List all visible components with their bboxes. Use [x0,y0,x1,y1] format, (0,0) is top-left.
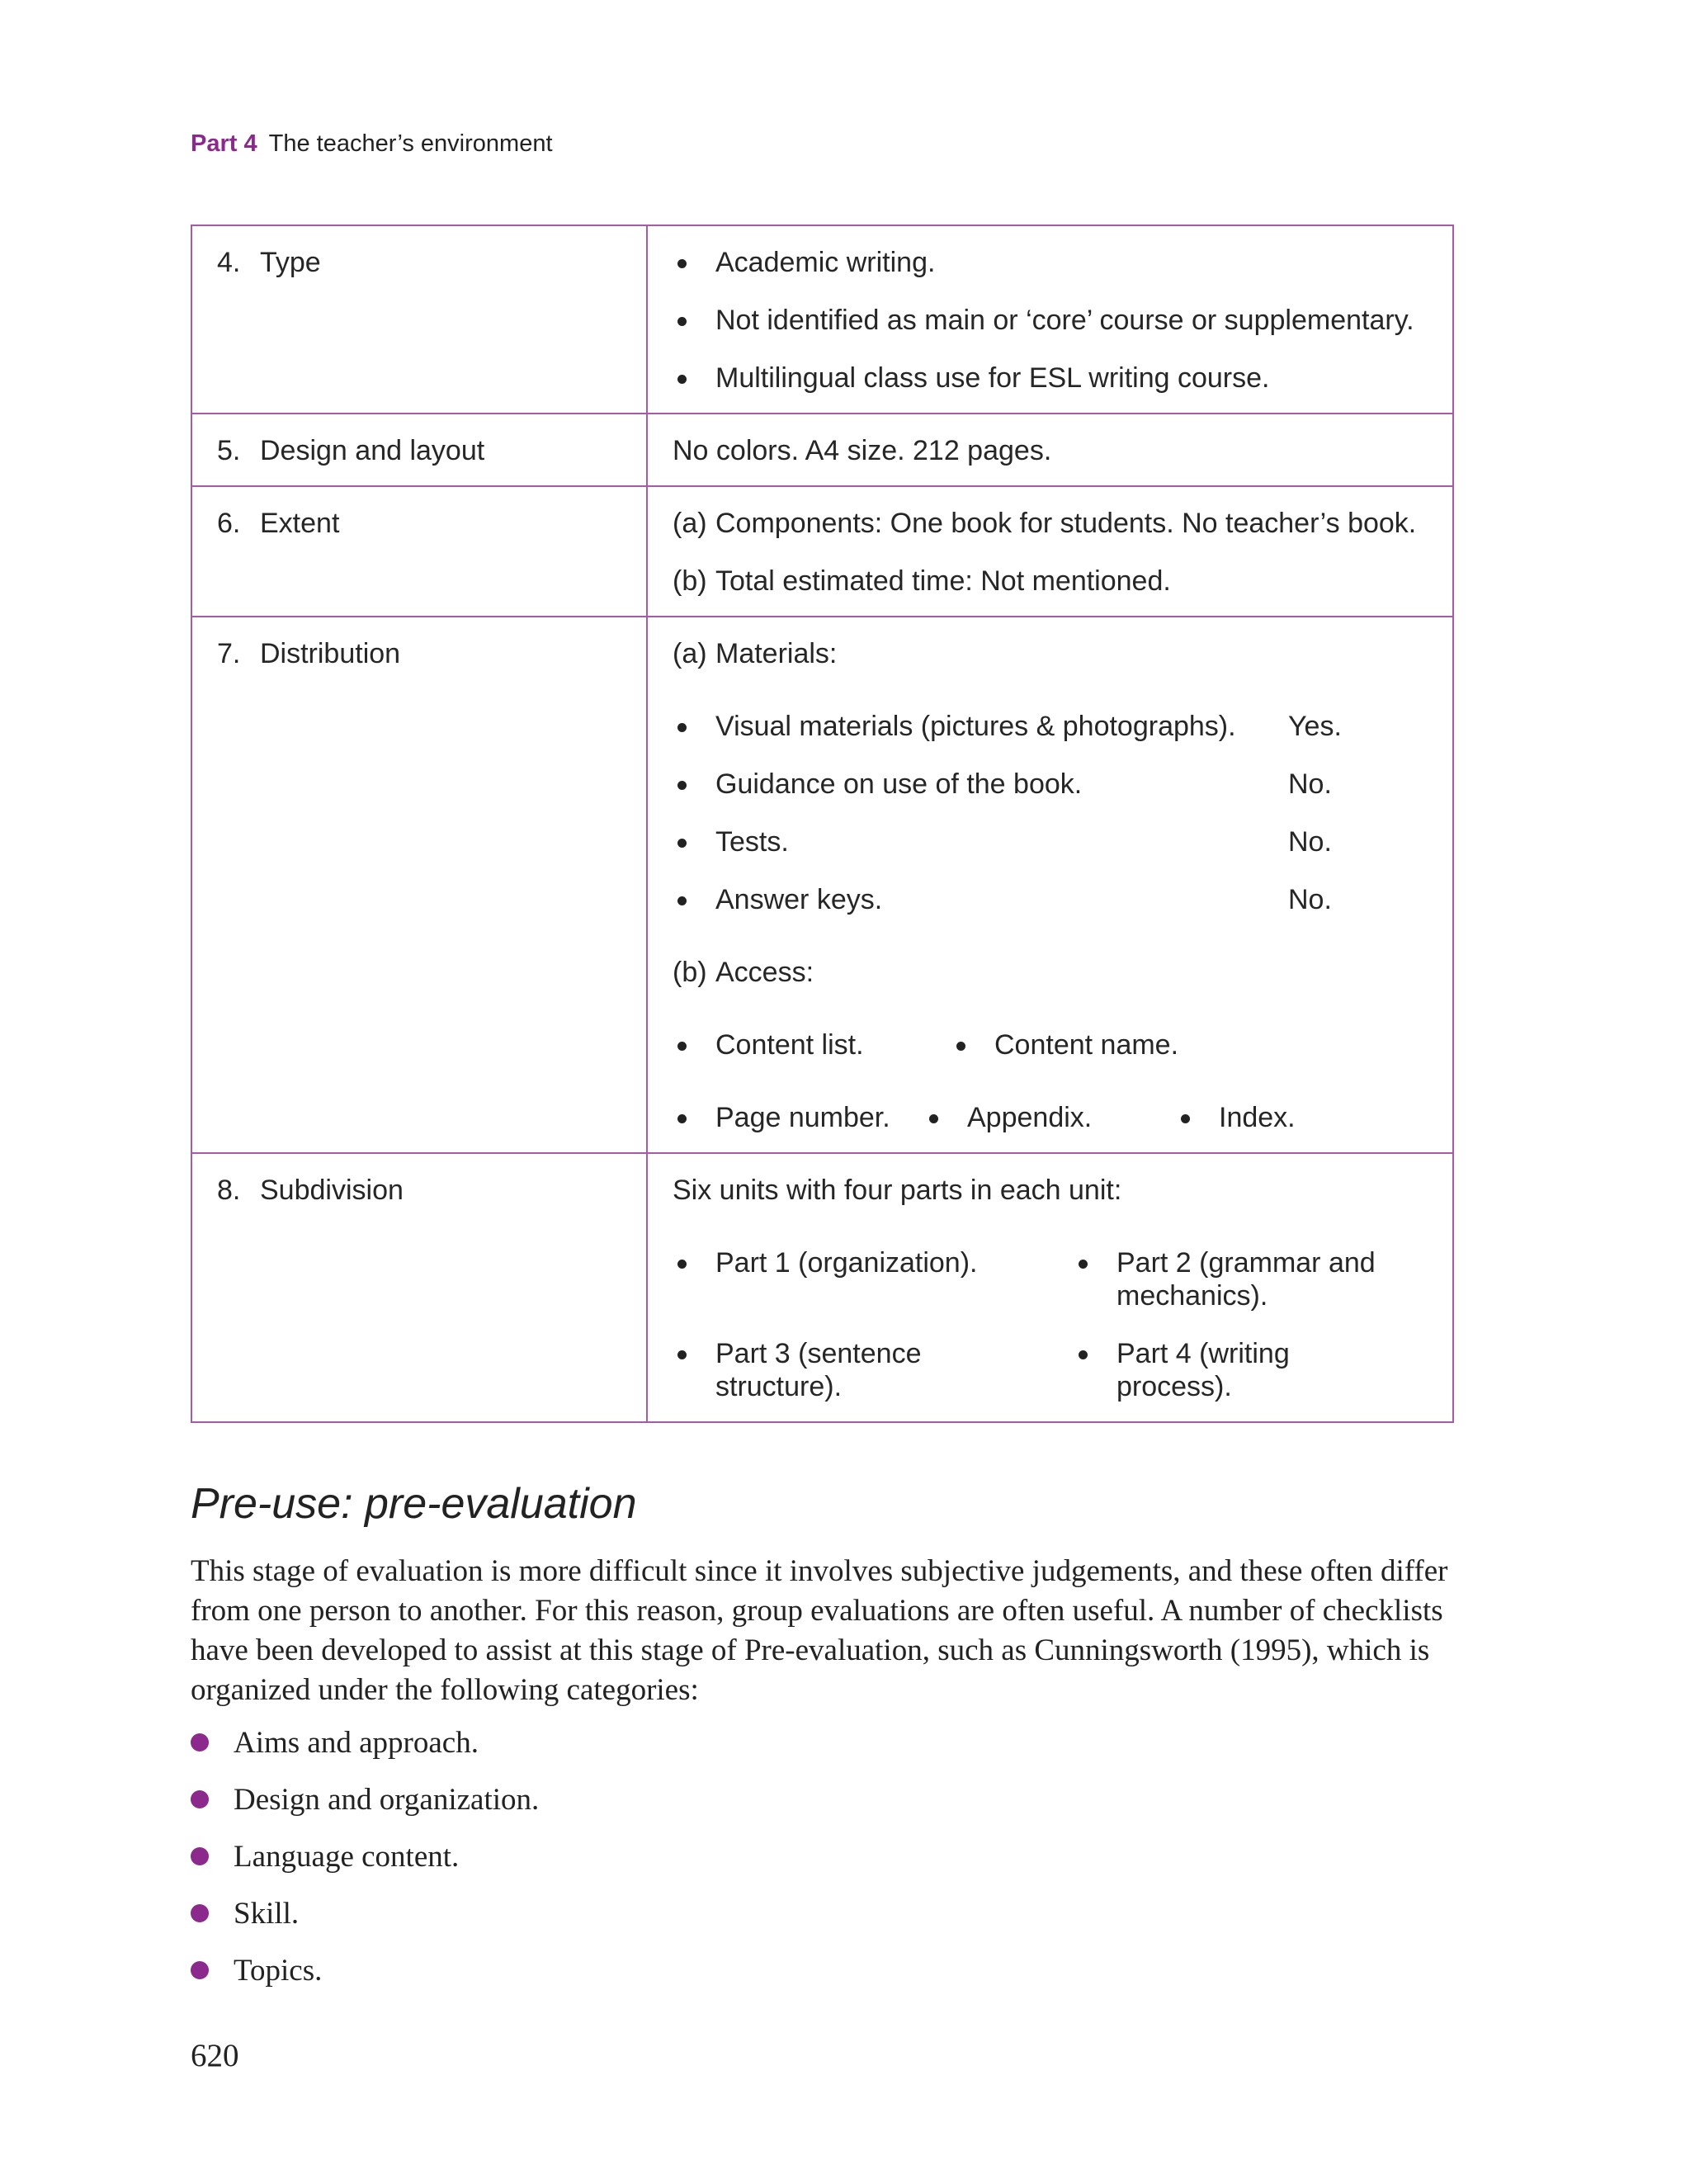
list-item [673,362,1428,395]
access-item: Appendix. [967,1102,1093,1133]
evaluation-table [191,225,1454,1423]
bullet-icon [673,1337,715,1403]
list-item [673,565,1428,598]
bullet-icon [191,1904,209,1922]
bullet-icon [673,1246,715,1312]
category-text: Skill. [234,1897,300,1931]
row-label-cell [191,617,647,1153]
design-text: No colors. A4 size. 212 pages. [673,435,1052,466]
bullet-icon [673,304,715,337]
category-text: Topics. [234,1954,323,1988]
bullet-icon [191,1847,209,1865]
access-row [673,1028,1428,1061]
material-item: Tests. [715,826,789,858]
list-item [191,1953,539,2010]
item-tag: (a) [673,638,707,669]
bullet-icon [673,1028,715,1061]
list-item [673,956,1428,989]
category-list [191,1725,539,2010]
row-label-cell [191,414,647,486]
material-item: Visual materials (pictures & photographs). [715,711,1236,742]
part-item: Part 1 (organization). [715,1247,978,1279]
row-number: 4. [217,247,241,278]
item-text: Total estimated time: Not mentioned. [715,565,1171,597]
part-item: Part 4 (writing process). [1116,1338,1290,1402]
bullet-icon [951,1028,994,1061]
row-content-cell [647,1153,1453,1422]
material-value: No. [1288,768,1332,800]
parts-row [673,1246,1428,1312]
item-tag: (b) [673,565,707,597]
bullet-icon [673,710,715,743]
row-label-cell [191,225,647,414]
list-item [673,1101,924,1134]
bullet-text: Not identified as main or ‘core’ course or supplementary. [715,305,1414,336]
row-content-cell [647,225,1453,414]
bullet-icon [673,246,715,279]
part-item: Part 2 (grammar and mechanics). [1116,1247,1376,1312]
bullet-icon [1074,1337,1116,1403]
body-paragraph: This stage of evaluation is more difficult since it involves subjective judgements, and these often differ from one person to another. For this reason, group evaluations are often useful. A number of checklists have been developed to assist at this stage of Pre-evaluation, such as Cunningsworth (1995), which is organized under the following categories: [191,1554,1448,1707]
item-text: Access: [715,957,814,988]
section-heading: Pre-use: pre-evaluation [191,1480,637,1528]
table-row-subdivision [191,1153,1453,1422]
row-content-cell [647,617,1453,1153]
list-item [1176,1101,1428,1134]
bullet-icon [673,825,715,858]
row-label-cell [191,486,647,617]
list-item [191,1839,539,1896]
list-item [673,883,1428,916]
table-row-extent [191,486,1453,617]
access-item: Index. [1219,1102,1296,1133]
list-item [673,710,1428,743]
item-text: Materials: [715,638,838,669]
list-item [673,768,1428,801]
table-row-distribution [191,617,1453,1153]
parts-row [673,1337,1428,1403]
access-item: Content list. [715,1029,864,1061]
list-item [924,1101,1176,1134]
table-row-type [191,225,1453,414]
bullet-icon [924,1101,967,1134]
row-label: Design and layout [260,435,485,466]
bullet-text: Multilingual class use for ESL writing course. [715,362,1270,394]
list-item [1074,1246,1414,1312]
row-label: Type [260,247,321,278]
row-label: Subdivision [260,1175,404,1206]
bullet-icon [191,1733,209,1751]
category-text: Language content. [234,1840,460,1874]
subdivision-intro: Six units with four parts in each unit: [673,1175,1122,1206]
bullet-icon [191,1961,209,1979]
part-item: Part 3 (sentence structure). [715,1338,922,1402]
bullet-icon [673,362,715,395]
material-item: Guidance on use of the book. [715,768,1083,800]
row-number: 8. [217,1175,241,1206]
running-head-title: The teacher’s environment [268,130,553,157]
category-text: Design and organization. [234,1783,540,1817]
list-item [951,1028,1230,1061]
list-item [673,507,1428,540]
list-item [673,1028,951,1061]
row-label: Distribution [260,638,401,669]
access-item: Content name. [994,1029,1179,1061]
row-number: 6. [217,508,241,539]
item-tag: (a) [673,508,707,539]
list-item [673,637,1428,670]
bullet-icon [1074,1246,1116,1312]
list-item [191,1725,539,1782]
part-label: Part 4 [191,130,257,157]
bullet-icon [673,883,715,916]
category-text: Aims and approach. [234,1726,479,1760]
material-item: Answer keys. [715,884,883,915]
access-row [673,1101,1428,1134]
list-item [191,1782,539,1839]
table-row-design [191,414,1453,486]
running-head [191,130,553,158]
bullet-icon [673,1101,715,1134]
row-label: Extent [260,508,340,539]
material-value: No. [1288,884,1332,915]
list-item [673,1337,1074,1403]
item-tag: (b) [673,957,707,988]
bullet-icon [191,1790,209,1808]
material-value: No. [1288,826,1332,858]
row-number: 5. [217,435,241,466]
bullet-icon [673,768,715,801]
page-number: 620 [191,2038,239,2073]
bullet-text: Academic writing. [715,247,936,278]
row-content-cell [647,414,1453,486]
row-label-cell [191,1153,647,1422]
list-item [673,1246,1074,1312]
list-item [673,304,1428,337]
list-item [191,1896,539,1953]
list-item [673,825,1428,858]
list-item [1074,1337,1323,1403]
row-content-cell [647,486,1453,617]
row-number: 7. [217,638,241,669]
item-text: Components: One book for students. No teacher’s book. [715,508,1417,539]
bullet-icon [1176,1101,1219,1134]
access-item: Page number. [715,1102,890,1133]
list-item [673,246,1428,279]
material-value: Yes. [1288,711,1342,742]
